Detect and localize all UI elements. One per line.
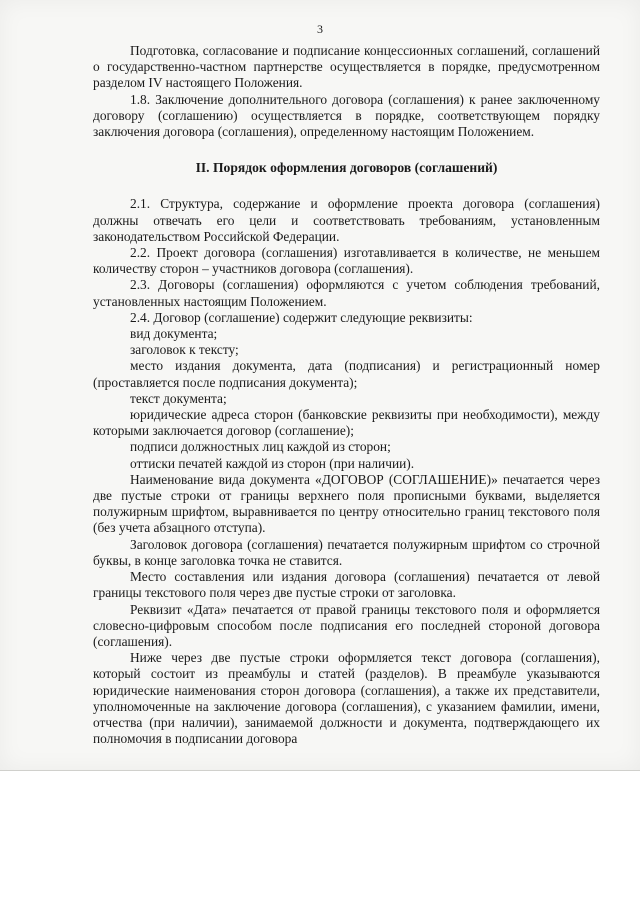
document-body [93, 43, 600, 747]
paragraph-2-1: 2.1. Структура, содержание и оформление проекта договора (соглашения) должны отвечать его цели и соответствовать требованиям, установленным законодательством Российской Федерации. [93, 196, 600, 244]
paragraph-text: Ниже через две пустые строки оформляется текст договора (соглашения), который состоит из преамбулы и статей (разделов). В преамбуле указываются юридические наименования сторон договора (соглашения), а также их представители, уполномоченные на заключение договора (соглашения), с указанием фамилии, имени, отчества (при наличии), занимаемой должности и документа, подтверждающего их полномочия в подписании договора [93, 650, 600, 747]
paragraph-date: Реквизит «Дата» печатается от правой границы текстового поля и оформляется словесно-цифровым способом после подписания его последней стороной договора (соглашения). [93, 601, 600, 649]
requisite-item: вид документа; [130, 326, 218, 342]
paragraph-2-4: 2.4. Договор (соглашение) содержит следующие реквизиты: [130, 309, 473, 325]
paragraph-2-3: 2.3. Договоры (соглашения) оформляются с учетом соблюдения требований, установленных настоящим Положением. [93, 277, 600, 309]
section-heading: II. Порядок оформления договоров (соглашений) [195, 160, 498, 176]
paragraph-title: Заголовок договора (соглашения) печатается полужирным шрифтом со строчной буквы, в конце заголовка точка не ставится. [93, 536, 600, 568]
paragraph-preparation: Подготовка, согласование и подписание концессионных соглашений, соглашений о государственно-частном партнерстве осуществляется в порядке, предусмотренном разделом IV настоящего Положения. [93, 43, 600, 91]
paragraph-document-name: Наименование вида документа «ДОГОВОР (СОГЛАШЕНИЕ)» печатается через две пустые строки от границы верхнего поля прописными буквами, выделяется полужирным шрифтом, выравнивается по центру относительно границ текстового поля (без учета абзацного отступа). [93, 471, 600, 536]
page-number: 3 [317, 22, 323, 36]
paragraph-2-2: 2.2. Проект договора (соглашения) изготавливается в количестве, не меньшем количеству сторон – участников договора (соглашения). [93, 245, 600, 277]
requisite-item: оттиски печатей каждой из сторон (при наличии). [130, 455, 415, 471]
requisite-item: текст документа; [130, 390, 227, 406]
requisite-item: заголовок к тексту; [130, 342, 239, 358]
requisite-item: место издания документа, дата (подписания) и регистрационный номер (проставляется после подписания документа); [93, 358, 600, 390]
paragraph-1-8: 1.8. Заключение дополнительного договора (соглашения) к ранее заключенному договору (соглашению) осуществляется в порядке, соответствующем порядку заключения договора (соглашения), определенному настоящим Положением. [93, 91, 600, 140]
requisite-item: юридические адреса сторон (банковские реквизиты при необходимости), между которыми заключается договор (соглашение); [93, 407, 600, 439]
requisite-item: подписи должностных лиц каждой из сторон; [130, 439, 391, 455]
paragraph-place: Место составления или издания договора (соглашения) печатается от левой границы текстового поля через две пустые строки от заголовка. [93, 569, 600, 601]
